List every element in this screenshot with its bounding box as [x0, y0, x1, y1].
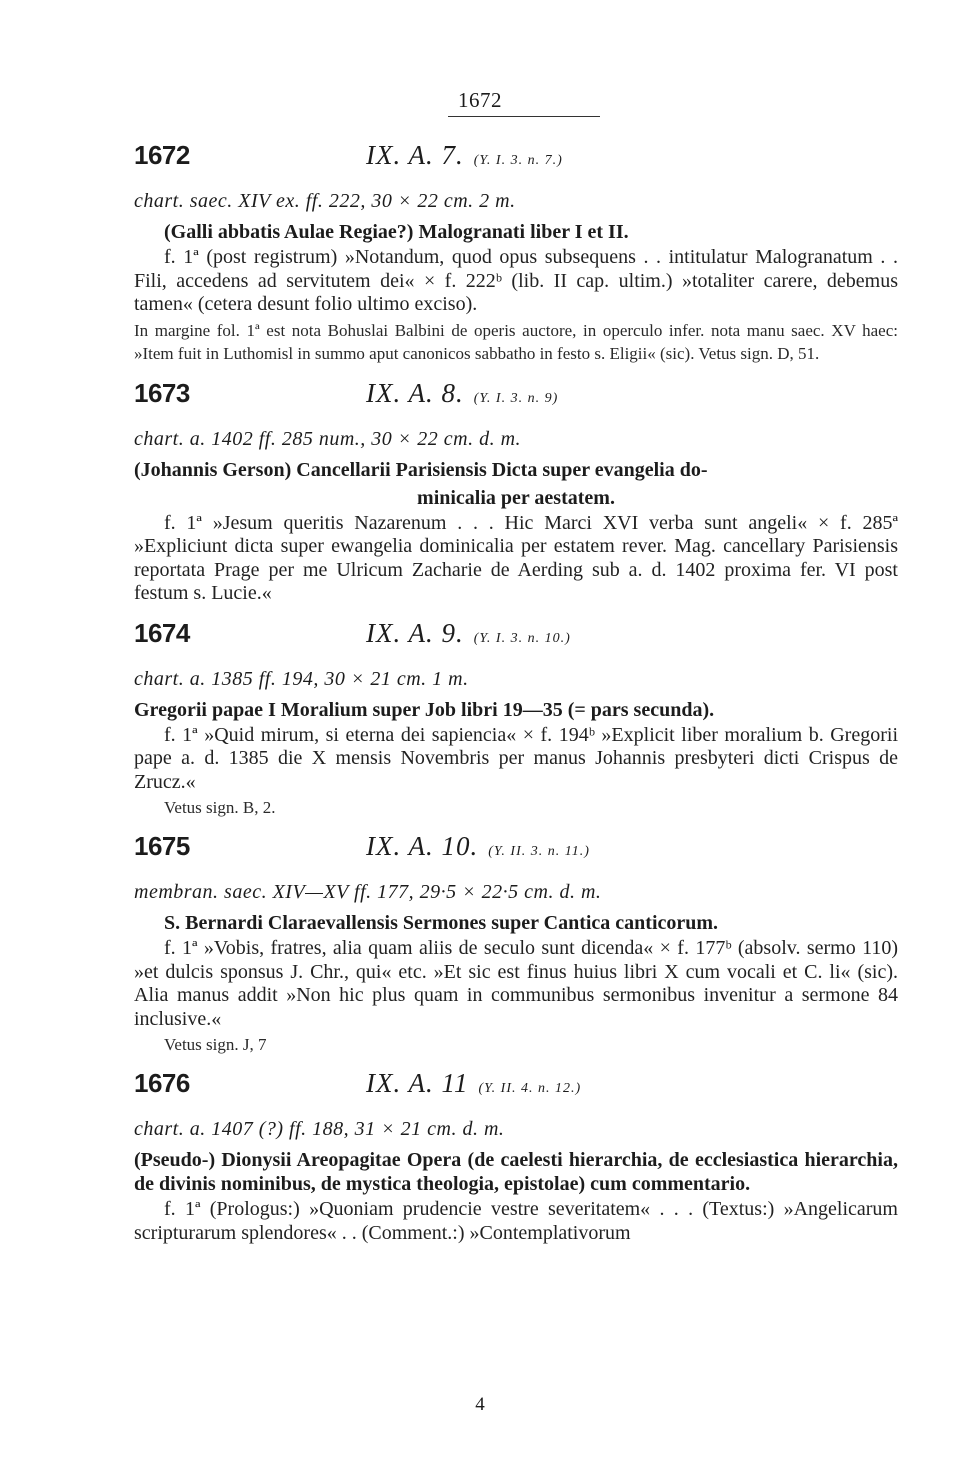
catalog-entry — [134, 1068, 898, 1245]
entry-body: f. 1ª »Jesum queritis Nazarenum . . . Hic Marci XVI verba sunt angeli« × f. 285ª »Expliciunt dicta super ewangelia dominicalia per estatem rever. Mag. cancellary Parisiensis reportata Prage per me Ulricum Zacharie de Aerding sub a. d. 1402 proxima fer. VI post festum s. Lucie.« — [134, 511, 898, 604]
entry-number: 1675 — [134, 831, 190, 861]
catalog-entry — [134, 378, 898, 606]
physical-description: membran. saec. XIV—XV ff. 177, 29·5 × 22·5 cm. d. m. — [134, 881, 602, 903]
shelf-signature: IX. A. 11 — [366, 1068, 469, 1098]
entry-heading — [134, 831, 898, 877]
shelf-signature: IX. A. 7. — [366, 140, 464, 170]
entry-number: 1672 — [134, 140, 190, 170]
entry-body: f. 1ª (post registrum) »Notandum, quod opus subsequens . . intitulatur Malogranatum . . Fili, accedens ad servitutem dei« × f. 222ᵇ (lib. II cap. ultim.) »totaliter carere, debemus tamen« (cetera desunt folio ultimo exciso). — [134, 246, 898, 315]
old-signature: (Y. I. 3. n. 9) — [473, 390, 559, 406]
physical-description: chart. a. 1385 ff. 194, 30 × 21 cm. 1 m. — [134, 667, 469, 690]
old-signature: (Y. II. 4. n. 12.) — [478, 1081, 582, 1096]
catalog-entries — [134, 136, 898, 1257]
entry-title-continued: minicalia per aestatem. — [417, 486, 615, 509]
page-header-number: 1672 — [458, 88, 502, 112]
entry-body: f. 1ª (Prologus:) »Quoniam prudencie vestre severitatem« . . . (Textus:) »Angelicarum scripturarum splendores« . . (Comment.:) »Contemplativorum — [134, 1198, 898, 1244]
physical-description: chart. a. 1402 ff. 285 num., 30 × 22 cm. d. m. — [134, 427, 522, 450]
shelf-signature: IX. A. 9. — [366, 617, 464, 648]
old-signature: (Y. II. 3. n. 11.) — [488, 844, 590, 859]
shelf-signature: IX. A. 8. — [366, 377, 464, 408]
physical-description: chart. a. 1407 (?) ff. 188, 31 × 21 cm. d. m. — [134, 1118, 505, 1140]
physical-description: chart. saec. XIV ex. ff. 222, 30 × 22 cm. 2 m. — [134, 190, 516, 212]
shelf-signature: IX. A. 10. — [366, 831, 479, 861]
entry-title: Gregorii papae I Moralium super Job libri 19—35 (= pars secunda). — [134, 698, 715, 721]
entry-number: 1674 — [134, 617, 190, 648]
entry-note: In margine fol. 1ª est nota Bohuslai Balbini de operis auctore, in operculo infer. nota manu saec. XV haec: »Item fuit in Luthomisl in summo aput canonicos sabbatho in festo s. Eligii« (sic). Vetus sign. D, 51. — [134, 320, 898, 363]
entry-title: (Johannis Gerson) Cancellarii Parisiensis Dicta super evangelia do- — [134, 458, 708, 481]
entry-body: f. 1ª »Vobis, fratres, alia quam aliis de seculo sunt dicenda« × f. 177ᵇ (absolv. sermo 110) »et dulcis sponsus J. Chr., qui« etc. »Et sic est finus huius libri X cum vocali et C. li« (sic). Alia manus addit »Non hic plus quam in communibus sermonibus invenitur a sermone 84 inclusive.« — [134, 937, 898, 1030]
catalog-entry — [134, 140, 898, 366]
catalog-entry — [134, 618, 898, 820]
old-signature: (Y. I. 3. n. 10.) — [473, 630, 571, 646]
catalog-entry — [134, 831, 898, 1056]
entry-body: f. 1ª »Quid mirum, si eterna dei sapiencia« × f. 194ᵇ »Explicit liber moralium b. Gregorii pape a. d. 1385 die X mensis Novembris per manus Johannis presbyteri dicti Crispus de Zrucz.« — [134, 723, 898, 793]
old-shelfmark: Vetus sign. J, 7 — [164, 1035, 267, 1054]
entry-title: S. Bernardi Claraevallensis Sermones super Cantica canticorum. — [164, 912, 719, 934]
page-footer-number: 4 — [475, 1394, 485, 1415]
entry-title: (Galli abbatis Aulae Regiae?) Malogranati liber I et II. — [164, 221, 629, 243]
entry-number: 1673 — [134, 377, 190, 408]
old-shelfmark: Vetus sign. B, 2. — [164, 798, 276, 817]
header-rule — [448, 116, 600, 117]
old-signature: (Y. I. 3. n. 7.) — [473, 153, 563, 168]
entry-heading — [134, 378, 898, 424]
entry-heading — [134, 1068, 898, 1114]
entry-title: (Pseudo-) Dionysii Areopagitae Opera (de caelesti hierarchia, de ecclesiastica hierarchia, de divinis nominibus, de mystica theologia, epistolae) cum commentario. — [134, 1149, 898, 1195]
entry-number: 1676 — [134, 1068, 190, 1098]
entry-heading — [134, 618, 898, 664]
entry-heading — [134, 140, 898, 186]
